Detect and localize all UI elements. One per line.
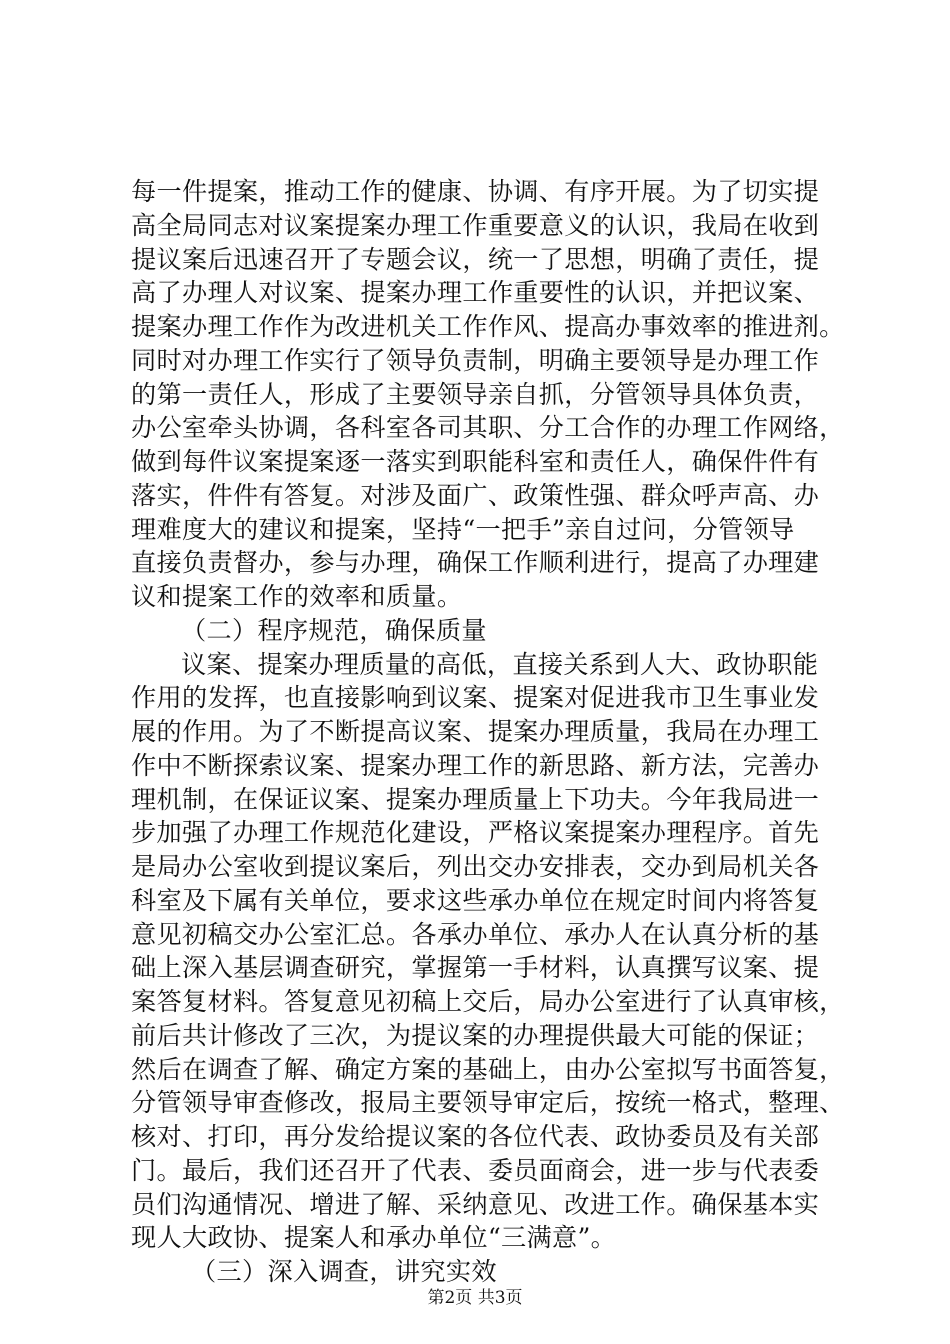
text-line: 理难度大的建议和提案，坚持“一把手”亲自过问，分管领导 — [131, 514, 795, 544]
text-line: 作中不断探索议案、提案办理工作的新思路、新方法，完善办 — [131, 750, 820, 780]
text-line: 理机制，在保证议案、提案办理质量上下功夫。今年我局进一 — [131, 784, 820, 814]
text-line: 分管领导审查修改，报局主要领导审定后，按统一格式，整理、 — [131, 1088, 845, 1118]
text-line: 步加强了办理工作规范化建设，严格议案提案办理程序。首先 — [131, 818, 820, 848]
text-line: 同时对办理工作实行了领导负责制，明确主要领导是办理工作 — [131, 345, 820, 375]
text-line: 直接负责督办，参与办理，确保工作顺利进行，提高了办理建 — [131, 548, 820, 578]
text-line: 然后在调查了解、确定方案的基础上，由办公室拟写书面答复， — [131, 1054, 845, 1084]
text-line: 门。最后，我们还召开了代表、委员面商会，进一步与代表委 — [131, 1155, 820, 1185]
page-number-label: 第2页 共3页 — [427, 1288, 523, 1308]
text-line: 科室及下属有关单位，要求这些承办单位在规定时间内将答复 — [131, 885, 820, 915]
text-line: 每一件提案，推动工作的健康、协调、有序开展。为了切实提 — [131, 177, 820, 206]
section-heading: （三）深入调查，讲究实效 — [191, 1257, 497, 1286]
text-line: 议和提案工作的效率和质量。 — [131, 582, 463, 611]
text-line: 础上深入基层调查研究，掌握第一手材料，认真撰写议案、提 — [131, 953, 820, 983]
text-line: 展的作用。为了不断提高议案、提案办理质量，我局在办理工 — [131, 717, 820, 746]
text-line: 落实，件件有答复。对涉及面广、政策性强、群众呼声高、办 — [131, 480, 820, 510]
section-heading: （二）程序规范，确保质量 — [181, 615, 487, 645]
text-line: 是局办公室收到提议案后，列出交办安排表，交办到局机关各 — [131, 852, 820, 881]
text-line: 案答复材料。答复意见初稿上交后，局办公室进行了认真审核， — [131, 987, 845, 1016]
paragraph-first-line: 议案、提案办理质量的高低，直接关系到人大、政协职能 — [181, 649, 819, 679]
text-line: 办公室牵头协调，各科室各司其职、分工合作的办理工作网络， — [131, 413, 845, 443]
text-line: 做到每件议案提案逐一落实到职能科室和责任人，确保件件有 — [131, 447, 820, 476]
text-line: 提案办理工作作为改进机关工作作风、提高办事效率的推进剂。 — [131, 312, 845, 341]
text-line: 的第一责任人，形成了主要领导亲自抓，分管领导具体负责， — [131, 379, 820, 409]
document-body — [131, 175, 851, 1289]
text-line: 前后共计修改了三次，为提议案的办理提供最大可能的保证； — [131, 1020, 820, 1050]
page-footer — [0, 1283, 950, 1308]
text-line: 高全局同志对议案提案办理工作重要意义的认识，我局在收到 — [131, 210, 820, 240]
text-line: 提议案后迅速召开了专题会议，统一了思想，明确了责任，提 — [131, 244, 820, 274]
text-line: 现人大政协、提案人和承办单位“三满意”。 — [131, 1223, 617, 1253]
text-line: 员们沟通情况、增进了解、采纳意见、改进工作。确保基本实 — [131, 1189, 820, 1219]
text-line: 核对、打印，再分发给提议案的各位代表、政协委员及有关部 — [131, 1122, 820, 1151]
text-line: 高了办理人对议案、提案办理工作重要性的认识，并把议案、 — [131, 278, 820, 308]
text-line: 意见初稿交办公室汇总。各承办单位、承办人在认真分析的基 — [131, 919, 820, 949]
text-line: 作用的发挥，也直接影响到议案、提案对促进我市卫生事业发 — [131, 683, 820, 713]
